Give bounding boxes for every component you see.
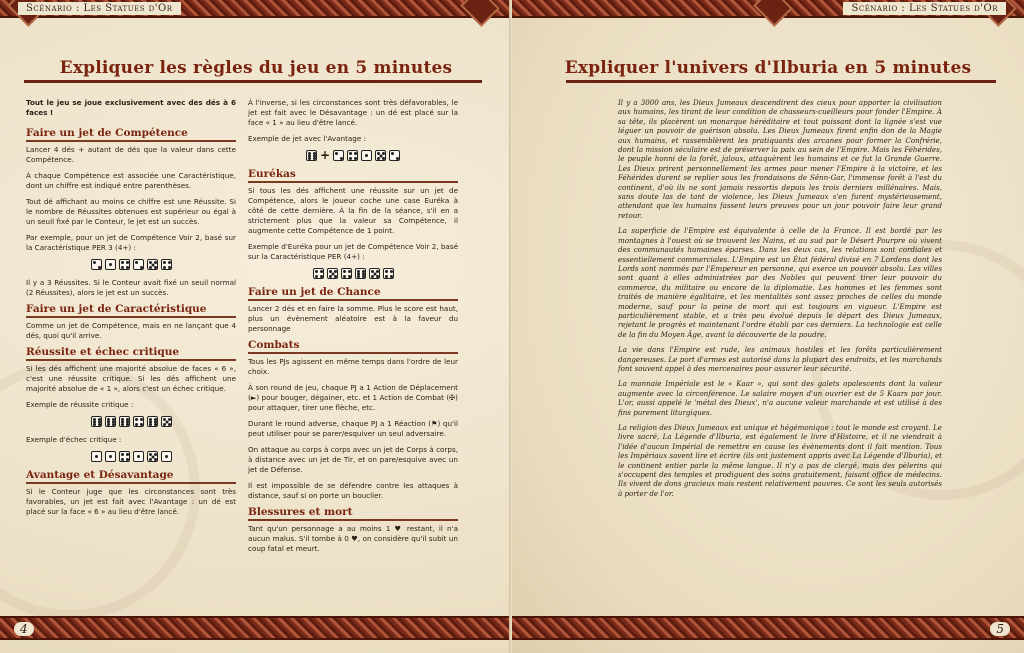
die-face-icon [361,150,372,161]
paragraph: Si tous les dés affichent une réussite sur un jet de Compétence, alors le joueur coche une case Euréka à côté de cette dernière. À la fin de la séance, s'il en a strictement plus que la valeur sa Compétence, il augmente cette Compétence de 1 point. [248,186,458,235]
die-face-icon [133,416,144,427]
die-face-icon [355,268,366,279]
heading-eurekas: Eurékas [248,169,458,183]
page-number-left: 4 [14,622,34,636]
dice-example-competence [26,259,236,270]
paragraph: Exemple d'échec critique : [26,435,122,444]
paragraph: À l'inverse, si les circonstances sont très défavorables, le jet est fait avec le Désavantage : un dé est placé sur la face « 1 » au lieu d'être lancé. [248,98,458,127]
heading-avantage: Avantage et Désavantage [26,470,236,484]
die-face-icon [161,259,172,270]
paragraph: Comme un jet de Compétence, mais en ne lançant que 4 dés, quoi qu'il arrive. [26,321,236,340]
paragraph: Si le Conteur juge que les circonstances sont très favorables, un jet est fait avec l'Avantage : un dé est placé sur la face « 6 » au lieu d'être lancé. [26,487,236,516]
paragraph: Exemple de jet avec l'Avantage : [248,134,366,143]
paragraph: Exemple d'Euréka pour un jet de Compétence Voir 2, basé sur la Caractéristique PER (4+) : [248,242,458,261]
die-face-icon [133,451,144,462]
die-face-icon [347,150,358,161]
die-face-icon [383,268,394,279]
page-title-right: Expliquer l'univers d'Ilburia en 5 minutes [564,58,972,78]
lore-paragraph: Il y a 3000 ans, les Dieux Jumeaux descendirent des cieux pour apporter la civilisation aux humains, les tirant de leur condition de chasseurs-cueilleurs pour fonder l'Empire. À sa tête, ils placèrent un monarque héréditaire et tout puissant dont la lignée s'est vue léguer un pouvoir de guérison absolu. Les Dieux Jumeaux firent enfin don de la Magie aux humains, et rassemblèrent les pratiquants des arcanes pour former la Confrérie, dont la mission séculaire est de préserver la paix au sein de l'Empire. Mais les Féhérides, le peuple honni de la forêt, jaloux, attaquèrent les humains et ce fut la Grande Guerre. Les Dieux prirent personnellement les armes pour mener l'Empire à la victoire, et les Féhérides durent se replier sous les frondaisons de Sênn-Gar, l'immense forêt à l'est du continent, d'où ils ne sont jamais ressortis depuis les trois derniers millénaires. Mais, sans doute las de tant de violence, les Dieux Jumeaux s'en furent mystérieusement, attendant que les humains fassent leurs preuves pour un jour pouvoir faire leur grand retour. [618,98,942,220]
die-face-icon [369,268,380,279]
die-face-icon [313,268,324,279]
lore-paragraph: La monnaie Impériale est le « Kaar », qui sont des galets opalescents dont la valeur augmente avec la circonférence. Le salaire moyen d'un ouvrier est de 5 Kaars par jour. L'or, aussi appelé le 'métal des Dieux', n'a aucune valeur marchande et est utilisé à des fins purement liturgiques. [618,379,942,417]
die-face-icon [91,451,102,462]
die-face-icon [105,259,116,270]
lore-paragraph: La superficie de l'Empire est équivalente à celle de la France. Il est bordé par les montagnes à l'ouest où se trouvent les Nains, et au sud par le Désert Pourpre où vivent des communautés humaines éparses. Dans les deux cas, les relations sont cordiales et essentiellement commerciales. L'Empire est un État fédéral divisé en 7 Lordens dont les Lords sont nommés par l'Empereur en personne, qui exerce un pouvoir absolu. Les villes sont quant à elles administrées par des Nobles qui peuvent tirer leur pouvoir du commerce, du militaire ou encore de la diplomatie. Les hommes et les femmes sont traités de manière égalitaire, et les mentalités sont assez proches de celles du monde moderne, sauf pour la peine de mort qui est toujours en vigueur. L'Empire est particulièrement stable, et a très peu évolué depuis le départ des Dieux Jumeaux, rejetant le progrès et maintenant l'ordre établi par ces derniers. La technologie est celle de la fin du Moyen Âge, avant la découverte de la poudre. [618,226,942,339]
paragraph: Tant qu'un personnage a au moins 1 ♥ restant, il n'a aucun malus. S'il tombe à 0 ♥, on considère qu'il subit un coup fatal et meurt. [248,524,458,553]
rules-column-2 [248,98,458,560]
paragraph: Par exemple, pour un jet de Compétence Voir 2, basé sur la Caractéristique PER 3 (4+) : [26,233,236,252]
running-header-left: Scénario : Les Statues d'Or [18,2,181,15]
paragraph: Il est impossible de se défendre contre les attaques à distance, sauf si on porte un bouclier. [248,481,458,500]
dice-example-advantage [248,150,458,161]
die-face-icon [119,416,130,427]
heading-caracteristique: Faire un jet de Caractéristique [26,304,236,318]
paragraph: Si les dés affichent une majorité absolue de faces « 6 », c'est une réussite critique. Si les dés affichent une majorité absolue de « 1 », alors c'est un échec critique. [26,364,236,393]
dice-example-critical-success [26,416,236,427]
lore-paragraph: La religion des Dieux Jumeaux est unique et hégémonique : tout le monde est croyant. Le livre sacré, La Légende d'Ilburia, est également le livre d'Histoire, et il ne viendrait à l'idée d'aucun Impérial de remettre en cause les évènements dont il fait mention. Tous les Impériaux savent lire et écrire (ils ont justement appris avec La Légende d'Ilburia), et le continent entier parle la même langue. Il n'y a pas de clergé, mais des pèlerins qui s'occupent des temples et prodiguent des soins gratuitement, faisant office de médecins. Ils vivent de dons gracieux mais restent relativement pauvres. Ce sont les seuls autorisés à porter de l'or. [618,423,942,498]
lore-paragraph: La vie dans l'Empire est rude, les animaux hostiles et les forêts particulièrement dangereuses. Le port d'armes est autorisé dans la plupart des endroits, et les marchands font souvent appel à des mercenaires pour assurer leur sécurité. [618,345,942,373]
die-face-icon [389,150,400,161]
heading-combats: Combats [248,340,458,354]
paragraph: Durant le round adverse, chaque PJ a 1 Réaction (⚑) qu'il peut utiliser pour se parer/esquiver un seul adversaire. [248,419,458,438]
bottom-celtic-border-right [512,616,1024,640]
intro-text: Tout le jeu se joue exclusivement avec des dés à 6 faces ! [26,98,236,117]
die-face-icon [161,451,172,462]
die-face-icon [133,259,144,270]
die-face-icon [91,416,102,427]
paragraph: Tous les PJs agissent en même temps dans l'ordre de leur choix. [248,357,458,376]
die-face-icon [327,268,338,279]
paragraph: À chaque Compétence est associée une Caractéristique, dont un chiffre est indiqué entre parenthèses. [26,171,236,190]
die-face-icon [147,416,158,427]
die-face-icon [306,150,317,161]
heading-competence: Faire un jet de Compétence [26,128,236,142]
page-title-left: Expliquer les règles du jeu en 5 minutes [59,58,453,78]
die-face-icon [147,259,158,270]
paragraph: Exemple de réussite critique : [26,400,134,409]
paragraph: Il y a 3 Réussites. Si le Conteur avait fixé un seuil normal (2 Réussites), alors le jet est un succès. [26,278,236,297]
bottom-celtic-border-left [0,616,512,640]
die-face-icon [119,451,130,462]
paragraph: Lancer 2 dés et en faire la somme. Plus le score est haut, plus un évènement aléatoire est à la faveur du personnage [248,304,458,333]
lore-text-column [618,98,942,504]
paragraph: À son round de jeu, chaque PJ a 1 Action de Déplacement (►) pour bouger, dégainer, etc. et 1 Action de Combat (✠) pour attaquer, tirer une flèche, etc. [248,383,458,412]
die-face-icon [161,416,172,427]
die-face-icon [333,150,344,161]
paragraph: Lancer 4 dés + autant de dés que la valeur dans cette Compétence. [26,145,236,164]
die-face-icon [375,150,386,161]
heading-critique: Réussite et échec critique [26,347,236,361]
plus-icon: + [319,148,331,162]
heading-chance: Faire un jet de Chance [248,287,458,301]
rules-column-1 [26,98,236,523]
die-face-icon [341,268,352,279]
die-face-icon [91,259,102,270]
die-face-icon [147,451,158,462]
die-face-icon [119,259,130,270]
die-face-icon [105,451,116,462]
die-face-icon [105,416,116,427]
running-header-right: Scénario : Les Statues d'Or [843,2,1006,15]
paragraph: On attaque au corps à corps avec un jet de Corps à corps, à distance avec un jet de Tir, et on pare/esquive avec un jet de Défense. [248,445,458,474]
paragraph: Tout dé affichant au moins ce chiffre est une Réussite. Si le nombre de Réussites obtenues est supérieur ou égal à un seuil fixé par le Conteur, le jet est un succès. [26,197,236,226]
title-underline [24,80,482,83]
dice-example-critical-failure [26,451,236,462]
heading-blessures: Blessures et mort [248,507,458,521]
page-number-right: 5 [990,622,1010,636]
dice-example-eureka [248,268,458,279]
title-underline [566,80,996,83]
